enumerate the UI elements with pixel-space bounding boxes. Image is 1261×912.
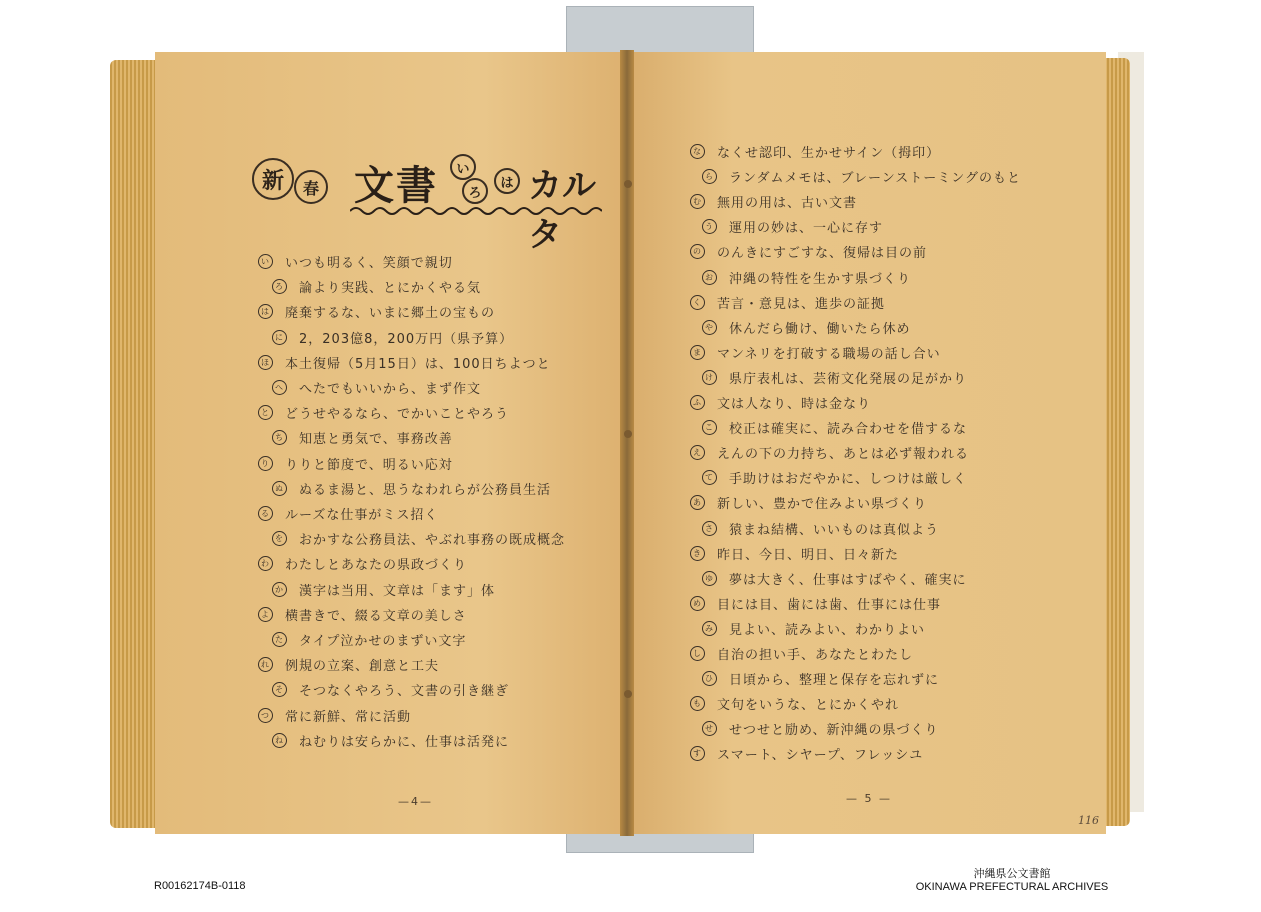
karuta-initial-mark: よ <box>258 607 273 622</box>
title-badge-shin: 新 <box>252 158 294 200</box>
karuta-initial-mark: へ <box>272 380 287 395</box>
karuta-item <box>272 479 551 498</box>
karuta-text: 論より実践、とにかくやる気 <box>299 281 482 297</box>
karuta-text: 文句をいうな、とにかくやれ <box>717 698 900 714</box>
karuta-text: 知恵と勇気で、事務改善 <box>299 432 453 448</box>
karuta-initial-mark: わ <box>258 556 273 571</box>
karuta-item <box>702 368 967 387</box>
karuta-item <box>702 468 967 487</box>
karuta-initial-mark: ま <box>690 345 705 360</box>
karuta-item <box>258 605 467 624</box>
title-badge-i: い <box>450 154 476 180</box>
karuta-item <box>258 706 411 725</box>
karuta-item <box>690 192 857 211</box>
karuta-text: 常に新鮮、常に活動 <box>285 709 412 725</box>
karuta-text: いつも明るく、笑顔で親切 <box>285 256 453 271</box>
karuta-initial-mark: ゆ <box>702 571 717 586</box>
binding-staple <box>624 430 632 438</box>
karuta-item <box>258 302 495 321</box>
karuta-initial-mark: な <box>690 144 705 159</box>
karuta-initial-mark: ろ <box>272 279 287 294</box>
karuta-initial-mark: そ <box>272 682 287 697</box>
karuta-initial-mark: ほ <box>258 355 273 370</box>
karuta-text: タイプ泣かせのまずい文字 <box>299 634 467 649</box>
karuta-text: 見よい、読みよい、わかりよい <box>729 622 926 638</box>
karuta-item <box>690 343 941 362</box>
karuta-initial-mark: に <box>272 330 287 345</box>
karuta-item <box>272 328 513 347</box>
karuta-text: ねむりは安らかに、仕事は活発に <box>299 734 510 750</box>
karuta-text: 本土復帰（5月15日）は、100日ちよつと <box>285 356 551 372</box>
karuta-text: 無用の用は、古い文書 <box>717 196 858 212</box>
right-page-number: — 5 — <box>846 792 892 805</box>
archive-name-en: OKINAWA PREFECTURAL ARCHIVES <box>915 881 1109 893</box>
karuta-text: 目には目、歯には歯、仕事には仕事 <box>717 597 942 613</box>
book-gutter <box>620 50 634 836</box>
karuta-item <box>690 594 941 613</box>
karuta-item <box>702 418 967 437</box>
karuta-text: 2，203億8，200万円（県予算） <box>299 331 514 347</box>
karuta-item <box>272 428 453 447</box>
handwritten-page-note: 116 <box>1078 814 1099 827</box>
karuta-text: へたでもいいから、まず作文 <box>299 382 482 397</box>
karuta-item <box>258 353 551 372</box>
title-badge-haru: 春 <box>294 170 328 204</box>
karuta-item <box>272 378 481 397</box>
karuta-item <box>690 644 913 663</box>
karuta-text: 運用の妙は、一心に存す <box>729 221 884 237</box>
karuta-text: そつなくやろう、文書の引き継ぎ <box>299 684 510 700</box>
karuta-text: 例規の立案、創意と工夫 <box>285 659 440 675</box>
karuta-item <box>702 669 939 688</box>
karuta-text: 夢は大きく、仕事はすばやく、確実に <box>729 572 967 588</box>
karuta-item <box>702 719 938 738</box>
karuta-initial-mark: は <box>258 304 273 319</box>
karuta-text: 休んだら働け、働いたら休め <box>729 321 911 337</box>
title-karuta: カルタ <box>528 166 596 255</box>
karuta-text: ランダムメモは、ブレーンストーミングのもと <box>729 171 1022 187</box>
karuta-initial-mark: ち <box>272 430 287 445</box>
karuta-item <box>272 630 466 649</box>
karuta-initial-mark: か <box>272 582 287 597</box>
karuta-item <box>690 293 885 312</box>
karuta-item <box>272 680 509 699</box>
karuta-item <box>690 393 871 412</box>
record-id: R00162174B-0118 <box>154 880 246 892</box>
karuta-item <box>690 493 927 512</box>
karuta-initial-mark: み <box>702 621 717 636</box>
karuta-text: ぬるま湯と、思うなわれらが公務員生活 <box>299 482 552 498</box>
karuta-text: ルーズな仕事がミス招く <box>285 508 439 523</box>
karuta-item <box>258 252 453 271</box>
karuta-text: 新しい、豊かで住みよい県づくり <box>717 497 928 513</box>
karuta-text: なくせ認印、生かせサイン（拇印） <box>717 146 941 161</box>
karuta-text: 廃棄するな、いまに郷土の宝もの <box>285 306 496 322</box>
karuta-initial-mark: て <box>702 470 717 485</box>
karuta-initial-mark: り <box>258 456 273 471</box>
page-title <box>250 152 610 255</box>
karuta-initial-mark: せ <box>702 721 717 736</box>
karuta-item <box>702 519 939 538</box>
karuta-item <box>258 403 509 422</box>
karuta-initial-mark: き <box>690 546 705 561</box>
karuta-item <box>690 142 940 161</box>
karuta-text: スマート、シヤープ、フレッシユ <box>717 748 924 764</box>
title-main: 文書 <box>354 162 438 209</box>
karuta-initial-mark: し <box>690 646 705 661</box>
karuta-text: 昨日、今日、明日、日々新た <box>717 547 900 563</box>
karuta-item <box>272 277 481 296</box>
left-page-number: —4— <box>398 795 433 808</box>
karuta-initial-mark: ふ <box>690 395 705 410</box>
karuta-item <box>272 529 565 548</box>
karuta-item <box>690 694 899 713</box>
karuta-item <box>258 504 438 523</box>
karuta-item <box>690 443 969 462</box>
karuta-item <box>258 554 467 573</box>
karuta-initial-mark: く <box>690 295 705 310</box>
karuta-initial-mark: け <box>702 370 717 385</box>
karuta-initial-mark: ひ <box>702 671 717 686</box>
karuta-text: せつせと励め、新沖縄の県づくり <box>729 723 939 739</box>
karuta-initial-mark: め <box>690 596 705 611</box>
karuta-text: 漢字は当用、文章は「ます」体 <box>299 583 496 599</box>
karuta-item <box>702 318 910 337</box>
binding-staple <box>624 690 632 698</box>
karuta-initial-mark: つ <box>258 708 273 723</box>
karuta-item <box>258 655 439 674</box>
karuta-initial-mark: ら <box>702 169 717 184</box>
karuta-text: おかすな公務員法、やぶれ事務の既成概念 <box>299 533 566 549</box>
karuta-initial-mark: た <box>272 632 287 647</box>
karuta-initial-mark: を <box>272 531 287 546</box>
karuta-text: 県庁表札は、芸術文化発展の足がかり <box>729 371 968 387</box>
karuta-text: 文は人なり、時は金なり <box>717 397 872 412</box>
title-badge-ha: は <box>494 168 520 194</box>
karuta-initial-mark: ぬ <box>272 481 287 496</box>
karuta-item <box>690 544 899 563</box>
karuta-text: どうせやるなら、でかいことやろう <box>285 407 510 423</box>
karuta-initial-mark: れ <box>258 657 273 672</box>
karuta-initial-mark: え <box>690 445 705 460</box>
karuta-item <box>702 167 1021 186</box>
karuta-text: 手助けはおだやかに、しつけは厳しく <box>729 472 968 488</box>
karuta-initial-mark: お <box>702 270 717 285</box>
karuta-text: 沖縄の特性を生かす県づくり <box>729 271 912 287</box>
karuta-text: 日頃から、整理と保存を忘れずに <box>729 673 940 689</box>
title-badge-ro: ろ <box>462 178 488 204</box>
karuta-item <box>690 744 923 763</box>
karuta-initial-mark: こ <box>702 420 717 435</box>
karuta-initial-mark: と <box>258 405 273 420</box>
karuta-initial-mark: さ <box>702 521 717 536</box>
archive-credit <box>912 868 1112 894</box>
karuta-text: 校正は確実に、読み合わせを借するな <box>729 422 968 438</box>
karuta-item <box>272 580 495 599</box>
karuta-text: 猿まね結構、いいものは真似よう <box>729 522 940 538</box>
karuta-text: りりと節度で、明るい応対 <box>285 457 453 473</box>
karuta-text: 横書きで、綴る文章の美しさ <box>285 608 467 624</box>
karuta-text: 自治の担い手、あなたとわたし <box>717 648 914 663</box>
karuta-item <box>702 619 925 638</box>
karuta-item <box>258 454 453 473</box>
karuta-text: マンネリを打破する職場の話し合い <box>717 346 941 362</box>
karuta-initial-mark: の <box>690 244 705 259</box>
binding-staple <box>624 180 632 188</box>
karuta-item <box>702 569 966 588</box>
karuta-initial-mark: い <box>258 254 273 269</box>
karuta-initial-mark: ね <box>272 733 287 748</box>
karuta-initial-mark: る <box>258 506 273 521</box>
karuta-item <box>690 242 927 261</box>
title-wave-underline <box>350 204 602 218</box>
karuta-item <box>702 217 883 236</box>
karuta-text: えんの下の力持ち、あとは必ず報われる <box>717 447 970 463</box>
karuta-initial-mark: む <box>690 194 705 209</box>
karuta-initial-mark: や <box>702 320 717 335</box>
karuta-item <box>272 731 509 750</box>
karuta-text: 苦言・意見は、進歩の証拠 <box>717 296 886 312</box>
karuta-initial-mark: も <box>690 696 705 711</box>
karuta-item <box>702 268 911 287</box>
karuta-initial-mark: う <box>702 219 717 234</box>
karuta-text: わたしとあなたの県政づくり <box>285 558 468 574</box>
archive-name-jp: 沖縄県公文書館 <box>973 868 1051 880</box>
karuta-text: のんきにすごすな、復帰は目の前 <box>717 246 928 262</box>
karuta-initial-mark: あ <box>690 495 705 510</box>
karuta-initial-mark: す <box>690 746 705 761</box>
